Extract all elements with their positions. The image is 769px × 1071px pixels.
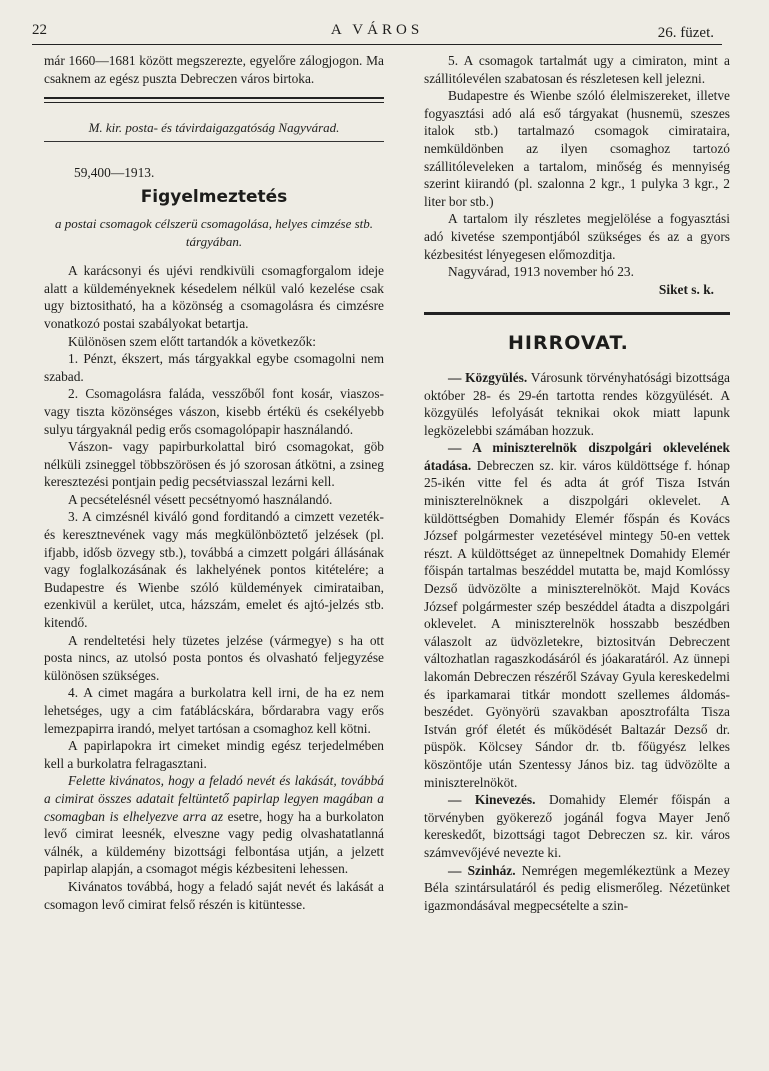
paragraph: A tartalom ily részletes megjelölése a fogyasztási adó kivetése szempontjából szükséges és az a gyors kézbesitést lényegesen előmozditja. [424,211,730,262]
paragraph: A papirlapokra irt cimeket mindig egész terjedelmében kell a burkolatra felragasztani. [44,738,384,771]
paragraph: 4. A cimet magára a burkolatra kell irni, de ha ez nem lehetséges, ugy a cim fatáblácskára, bőrdarabra vagy erős lemezpapirra irandó, melyet tartósan a csomaghoz kell kötni. [44,685,384,736]
paragraph: Kivánatos továbbá, hogy a feladó saját nevét és lakását a csomagon levő cimirat felső részén is kitüntesse. [44,878,384,912]
news-section-title: HIRROVAT. [508,332,629,355]
paragraph: Különösen szem előtt tartandók a következők: [68,333,317,349]
news-text: Városunk törvényhatósági bizottsága október 28- és 29-én tartotta rendes közgyülését. A közgyülés lefolyását teknikai okok miatt lapunk legközelebbi számában hozzuk. [424,369,730,438]
news-lead: — Szinház. [448,862,516,878]
italic-text: Felette kivánatos, hogy a feladó nevét és lakását, továbbá a cimirat összes adatait feltüntető papirlap legyen magában a csomagban is elhelyezve arra az [44,773,384,824]
document-number: 59,400—1913. [74,164,155,180]
notice-title: Figyelmeztetés [140,187,288,208]
news-item [424,791,730,861]
paragraph: 5. A csomagok tartalmát ugy a cimiraton, mint a szállitólevélen szabatosan és részletesen kell jelezni. [424,53,730,86]
paragraph: 1. Pénzt, ékszert, más tárgyakkal egybe csomagolni nem szabad. [44,351,384,384]
paragraph: 2. Csomagolásra faláda, vesszőből font kosár, viaszos- vagy tiszta közönséges vászon, kisebb értékü és csekélyebb sulyu tárgyaknál pedig erős csomagolópapir használandó. [44,386,384,437]
journal-title: A VÁROS [330,22,424,38]
paragraph-continuation: esetre, hogy ha a burkolaton levő cimirat leesnék, elveszne vagy pedig olvashatatlanná válnék, a küldemény bizottsági felbontása utján, a jelzett papirlap alapján, a csomagot mégis kézbesiteni lehessen. [44,808,384,877]
paragraph: A karácsonyi és ujévi rendkivüli csomagforgalom ideje alatt a küldeményeknek késedelem nélkül való kezelése csak ugy biztositható, ha a közönség a csomagolásra és cimzésre vonatkozó postai szabályokat betartja. [44,263,384,331]
issue-number: 26. füzet. [657,25,714,41]
news-lead: — Kinevezés. [448,792,536,808]
page-header [32,20,722,45]
double-rule [44,97,384,103]
news-item [424,369,730,439]
news-text: Nemrégen megemlékeztünk a Mezey Béla szintársulatáról és pedig elismerőleg. Nézetünket igazmondásával megpecsételte a szin- [424,862,731,913]
news-item [424,862,730,915]
signature: Siket s. k. [658,281,714,297]
news-text: Debreczen sz. kir. város küldöttsége f. hónap 25-ikén vitte fel és adta át gróf Tisza István miniszterelnöknek a diszpolgári oklevelet. A küldöttségben Domahidy Elemér főspán és Kovács József polgármester vezetésével mintegy 50-en vettek részt. A küldöttséget az ünnepeltnek Domahidy Elemér főispán tartalmas beszéddel mutatta be, majd Komlóssy Dezső üdvözölte a miniszterelnököt. Majd Kovács József polgármester szép beszéddel átadta a diszpolgári oklevelet. A miniszterelnök hosszabb beszédben válaszolt az üdvözletekre, biztositván Debreczent változhatlan ragaszkodásáról és jóakaratáról. Az ünnepi lakomán Debreczen részéről Szávay Gyula kereskedelmi és iparkamarai titkár mondott szellemes áldomás-beszédet. Gyönyörü szavakban aposztrofálta Tisza István gróf életét és működését Baltazár Dezső dr. püspök. Kölcsey Sándor dr. tb. főügyész lelkes köszöntője után Szentessy János biz. tag üdvözölte a miniszterelnököt. [424,457,730,790]
paragraph: Budapestre és Wienbe szóló élelmiszereket, illetve fogyasztási adó alá eső tárgyakat (husnemü, szeszes italok stb.) tartalmazó csomagok cimirataira, nemküldönben az ilyen csomaghoz tartozó szállitóleveleken a tartalom, minőség és mennyiség szerint kiirandó (pl. szalonna 2 kgr., 1 pulyka 3 kgr., 2 liter bor stb.) [424,88,730,209]
thin-rule [44,141,384,142]
date-line: Nagyvárad, 1913 november hó 23. [448,264,634,280]
issuing-office: M. kir. posta- és távirdaigazgatóság Nagyvárad. [88,120,340,136]
intro-paragraph: már 1660—1681 között megszerezte, egyelőre zálogjogon. Ma csaknem az egész puszta Debreczen város birtoka. [44,53,384,86]
news-item [424,439,730,791]
news-lead: — Közgyülés. [448,369,528,385]
paragraph: A rendeltetési hely tüzetes jelzése (vármegye) s ha ott posta nincs, az utolsó posta pontos és olvasható feljegyzése különösen szükséges. [44,632,384,683]
paragraph: A pecsételésnél vésett pecsétnyomó használandó. [68,491,333,507]
left-column [44,52,384,913]
paragraph: Vászon- vagy papirburkolattal biró csomagokat, göb nélküli zsineggel többszörösen és jó szorosan átkötni, a zsineg keresztezési pontjain pedig pecsétviasszal lezárni kell. [44,439,384,490]
paragraph: 3. A cimzésnél kiváló gond forditandó a cimzett vezeték- és keresztnevének vagy más megkülönböztető jelzések (pl. ifjabb, idősb özvegy stb.), továbbá a cimzett polgári állásának vagy foglalkozásának és lakhelyének pontos kitételére; a Budapestre és Wienbe szóló küldemények cimirataiban, ezenkivül a kerület, utca, házszám, emelet és ajtó-jelzés stb. kitendő. [44,509,384,631]
notice-subtitle: a postai csomagok célszerü csomagolása, helyes cimzése stb. tárgyában. [54,215,374,249]
news-text: Domahidy Elemér főispán a törvényben gyökerező jogánál fogva Mayer Jenő kereskedőt, bizottsági tagot Debreczen sz. kir. város számvevőjévé nevezte ki. [424,792,730,860]
page-number: 22 [32,22,47,38]
right-column [424,52,730,914]
news-lead: — A miniszterelnök diszpolgári oklevelének átadása. [424,440,730,473]
thick-rule [424,312,730,315]
